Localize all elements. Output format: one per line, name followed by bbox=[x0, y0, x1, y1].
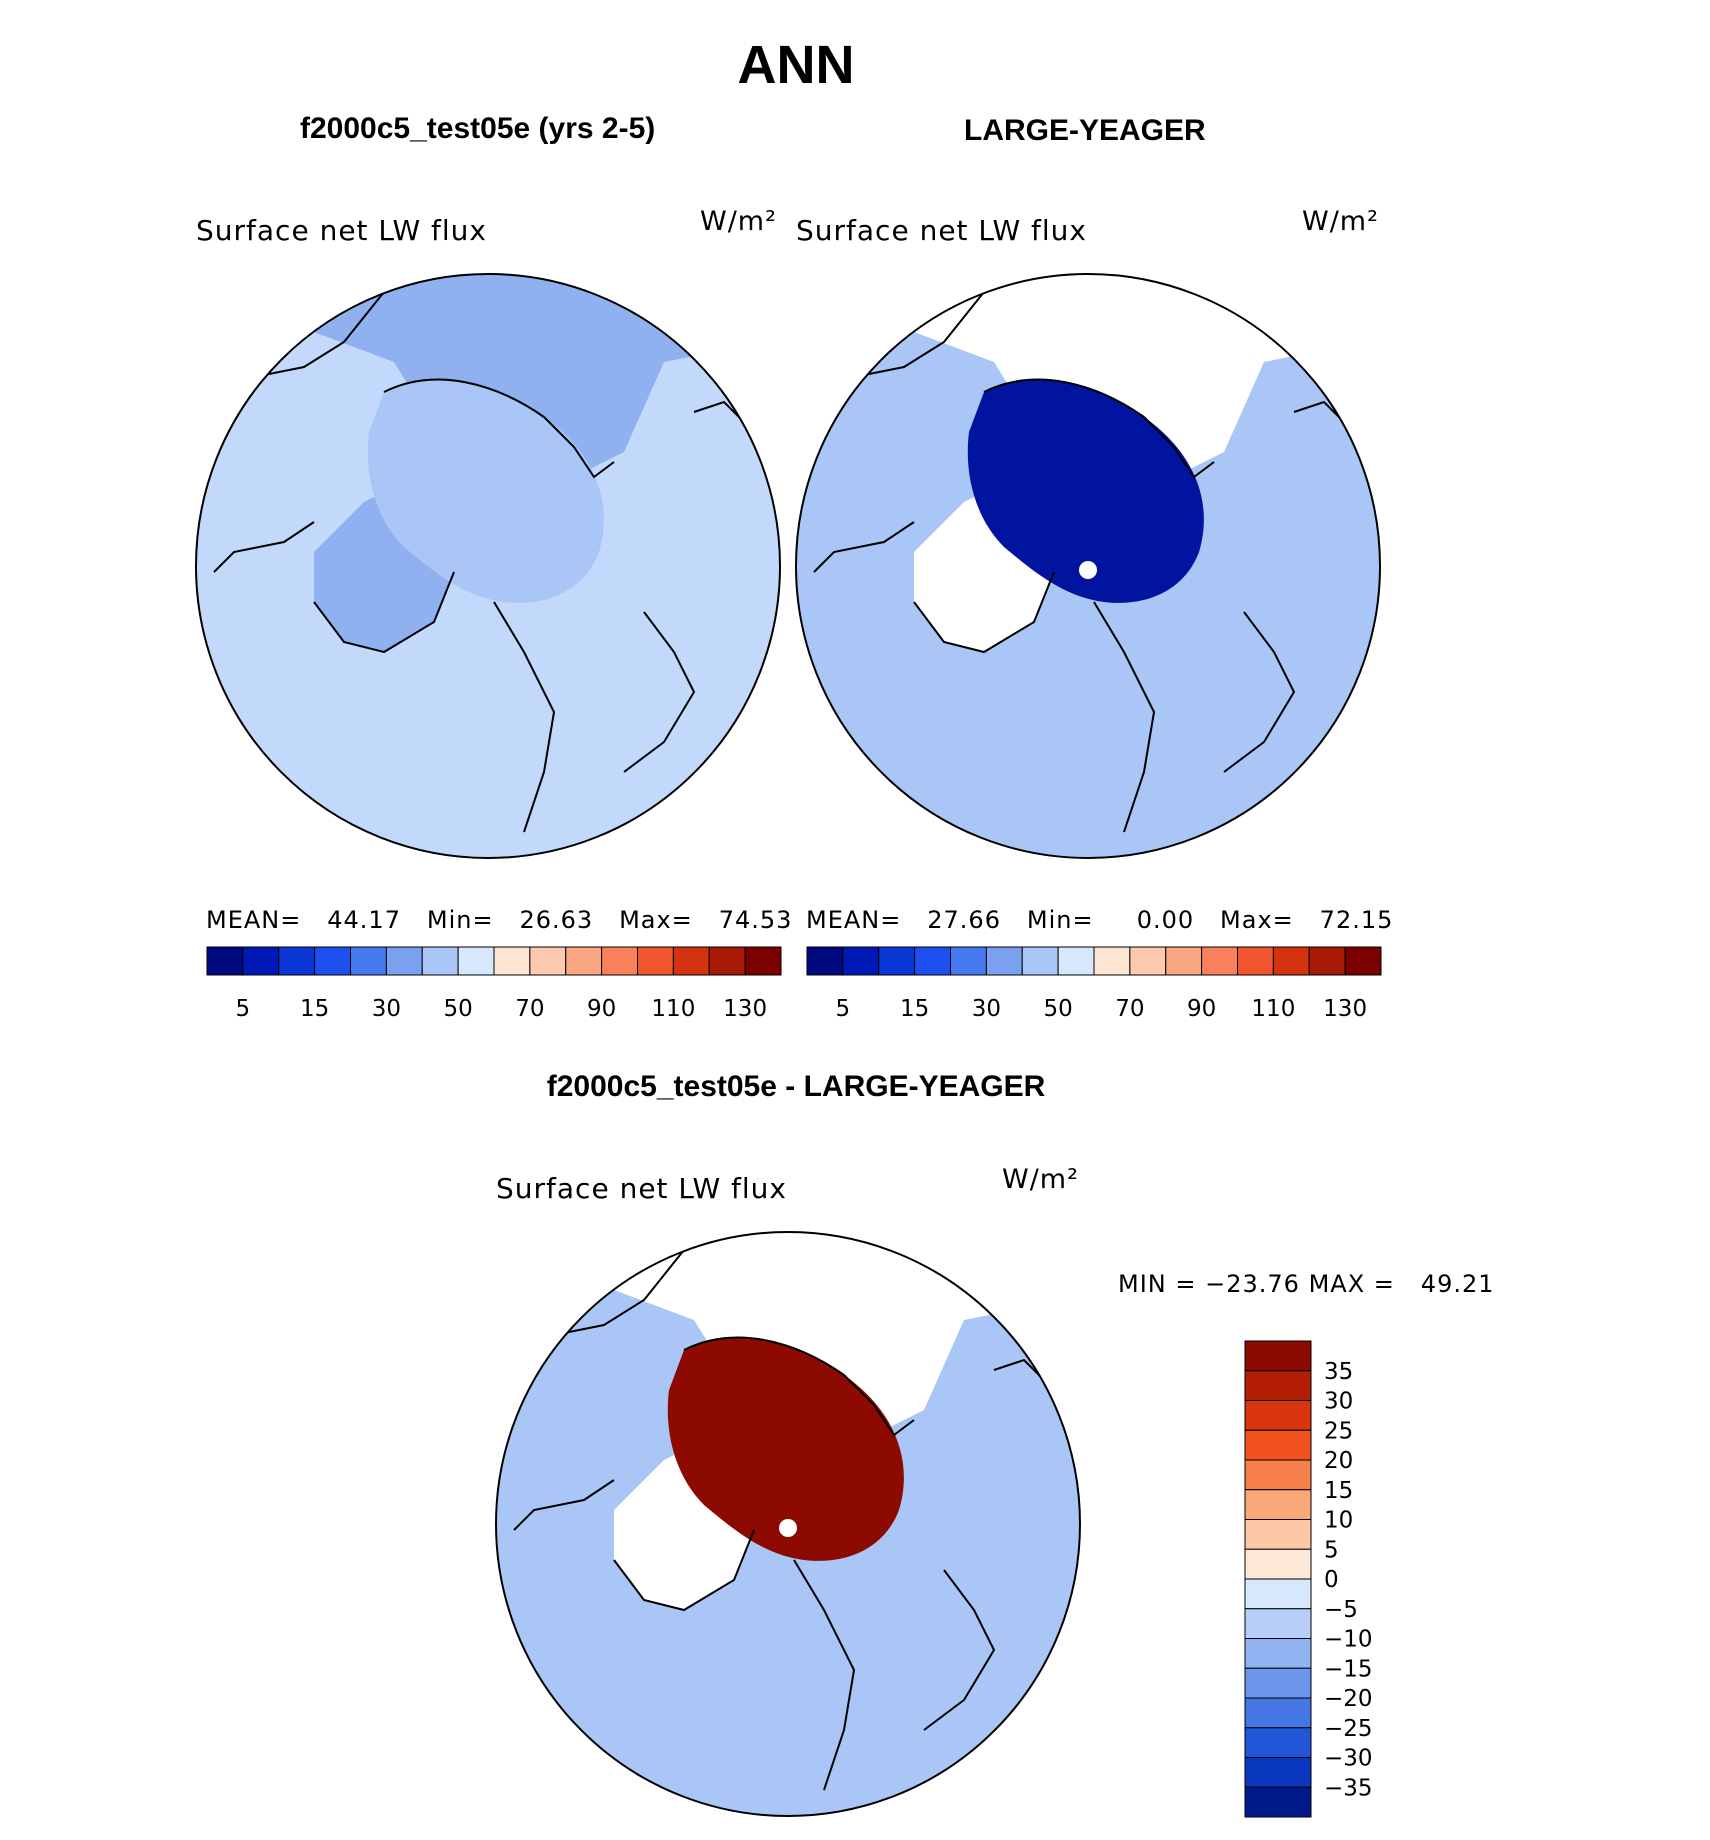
colorbar-tick-label: 90 bbox=[586, 996, 617, 1022]
colorbar-box bbox=[843, 947, 879, 975]
colorbar-box bbox=[1245, 1787, 1311, 1817]
colorbar-tick-label: 5 bbox=[235, 996, 251, 1022]
colorbar-box bbox=[1166, 947, 1202, 975]
max-label: MAX = bbox=[1308, 1270, 1395, 1298]
colorbar-tick-label: 110 bbox=[651, 996, 696, 1022]
colorbar-box bbox=[1309, 947, 1345, 975]
colorbar-tick-label: 15 bbox=[899, 996, 930, 1022]
colorbar-box bbox=[494, 947, 530, 975]
colorbar-tick-label: 0 bbox=[1324, 1567, 1339, 1593]
colorbar-tick-label: 25 bbox=[1324, 1418, 1354, 1445]
main-title: ANN bbox=[737, 35, 855, 95]
colorbar-box bbox=[1245, 1490, 1311, 1520]
panel-title-obs: LARGE-YEAGER bbox=[964, 114, 1206, 147]
colorbar-box bbox=[279, 947, 315, 975]
colorbar-box bbox=[1245, 1668, 1311, 1698]
colorbar-box bbox=[1058, 947, 1094, 975]
min-label: Min= bbox=[1026, 906, 1094, 934]
max-label: Max= bbox=[619, 906, 693, 934]
max-value: 74.53 bbox=[718, 906, 793, 934]
colorbar-box bbox=[351, 947, 387, 975]
min-label: Min= bbox=[426, 906, 494, 934]
polar-map-obs bbox=[794, 272, 1394, 872]
colorbar-box bbox=[1238, 947, 1274, 975]
colorbar-box bbox=[1273, 947, 1309, 975]
colorbar-box bbox=[986, 947, 1022, 975]
colorbar-box bbox=[951, 947, 987, 975]
colorbar-tick-label: 110 bbox=[1251, 996, 1296, 1022]
colorbar-box bbox=[1245, 1520, 1311, 1550]
min-value: 26.63 bbox=[519, 906, 594, 934]
colorbar-tick-label: −35 bbox=[1324, 1775, 1373, 1802]
colorbar-tick-label: −5 bbox=[1324, 1596, 1358, 1623]
colorbar-box bbox=[807, 947, 843, 975]
colorbar-box bbox=[315, 947, 351, 975]
colorbar-box bbox=[638, 947, 674, 975]
colorbar-box bbox=[1245, 1758, 1311, 1788]
polar-map-diff bbox=[494, 1230, 1094, 1830]
colorbar-box bbox=[673, 947, 709, 975]
colorbar-box bbox=[1245, 1639, 1311, 1669]
min-label: MIN = bbox=[1118, 1270, 1197, 1298]
stats-obs bbox=[806, 906, 1393, 934]
variable-label-obs: Surface net LW flux bbox=[796, 214, 1087, 247]
stats-diff bbox=[1118, 1270, 1495, 1298]
colorbar-tick-label: 50 bbox=[443, 996, 473, 1022]
colorbar-tick-label: 5 bbox=[835, 996, 851, 1022]
colorbar-box bbox=[1245, 1371, 1311, 1401]
colorbar-box bbox=[1202, 947, 1238, 975]
colorbar-box bbox=[458, 947, 494, 975]
max-value: 72.15 bbox=[1319, 906, 1394, 934]
units-label-diff: W/m² bbox=[1002, 1164, 1079, 1195]
pole-marker bbox=[779, 1519, 797, 1537]
units-label-obs: W/m² bbox=[1302, 206, 1379, 237]
colorbar-tick-label: 130 bbox=[723, 996, 768, 1022]
mean-value: 44.17 bbox=[327, 906, 401, 934]
colorbar-model bbox=[206, 946, 782, 1026]
colorbar-tick-label: 70 bbox=[515, 996, 545, 1022]
colorbar-tick-label: −15 bbox=[1324, 1656, 1373, 1683]
colorbar-box bbox=[1245, 1728, 1311, 1758]
colorbar-box bbox=[566, 947, 602, 975]
stats-model bbox=[206, 906, 792, 934]
colorbar-tick-label: 35 bbox=[1324, 1358, 1354, 1385]
colorbar-tick-label: 50 bbox=[1043, 996, 1073, 1022]
colorbar-box bbox=[422, 947, 458, 975]
variable-label-diff: Surface net LW flux bbox=[496, 1172, 787, 1205]
colorbar-box bbox=[709, 947, 745, 975]
colorbar-tick-label: −20 bbox=[1324, 1686, 1373, 1712]
min-value: −23.76 bbox=[1205, 1270, 1300, 1298]
mean-label: MEAN= bbox=[206, 906, 302, 934]
mean-label: MEAN= bbox=[806, 906, 902, 934]
colorbar-box bbox=[1022, 947, 1058, 975]
colorbar-tick-label: −25 bbox=[1324, 1715, 1373, 1742]
colorbar-tick-label: 30 bbox=[1324, 1388, 1354, 1415]
colorbar-box bbox=[530, 947, 566, 975]
colorbar-tick-label: 5 bbox=[1324, 1537, 1339, 1564]
colorbar-tick-label: 90 bbox=[1186, 996, 1217, 1022]
colorbar-tick-label: 30 bbox=[971, 996, 1002, 1022]
colorbar-box bbox=[207, 947, 243, 975]
colorbar-box bbox=[1245, 1698, 1311, 1728]
colorbar-box bbox=[1094, 947, 1130, 975]
max-label: Max= bbox=[1220, 906, 1294, 934]
colorbar-obs bbox=[806, 946, 1382, 1026]
colorbar-box bbox=[1130, 947, 1166, 975]
colorbar-box bbox=[602, 947, 638, 975]
colorbar-tick-label: 30 bbox=[371, 996, 402, 1022]
colorbar-box bbox=[1245, 1401, 1311, 1431]
colorbar-tick-label: −30 bbox=[1324, 1745, 1373, 1772]
colorbar-box bbox=[1245, 1430, 1311, 1460]
colorbar-tick-label: 15 bbox=[299, 996, 330, 1022]
variable-label-model: Surface net LW flux bbox=[196, 214, 487, 247]
colorbar-box bbox=[745, 947, 781, 975]
colorbar-box bbox=[386, 947, 422, 975]
colorbar-box bbox=[915, 947, 951, 975]
colorbar-tick-label: 10 bbox=[1324, 1507, 1354, 1534]
colorbar-tick-label: −10 bbox=[1324, 1626, 1373, 1653]
colorbar-tick-label: 70 bbox=[1115, 996, 1145, 1022]
colorbar-box bbox=[879, 947, 915, 975]
colorbar-box bbox=[1245, 1549, 1311, 1579]
colorbar-tick-label: 130 bbox=[1323, 996, 1368, 1022]
colorbar-box bbox=[1245, 1609, 1311, 1639]
mean-value: 27.66 bbox=[927, 906, 1001, 934]
panel-title-model: f2000c5_test05e (yrs 2-5) bbox=[300, 112, 656, 145]
polar-map-model bbox=[194, 272, 794, 872]
panel-title-diff: f2000c5_test05e - LARGE-YEAGER bbox=[546, 1070, 1046, 1103]
colorbar-box bbox=[1245, 1341, 1311, 1371]
colorbar-tick-label: 15 bbox=[1324, 1477, 1354, 1504]
max-value: 49.21 bbox=[1420, 1270, 1495, 1298]
pole-marker bbox=[1079, 561, 1097, 579]
colorbar-box bbox=[1245, 1579, 1311, 1609]
colorbar-tick-label: 20 bbox=[1324, 1448, 1354, 1474]
colorbar-box bbox=[1245, 1460, 1311, 1490]
units-label-model: W/m² bbox=[700, 206, 777, 237]
colorbar-box bbox=[1345, 947, 1381, 975]
colorbar-diff bbox=[1244, 1340, 1404, 1820]
min-value: 0.00 bbox=[1136, 906, 1195, 934]
colorbar-box bbox=[243, 947, 279, 975]
